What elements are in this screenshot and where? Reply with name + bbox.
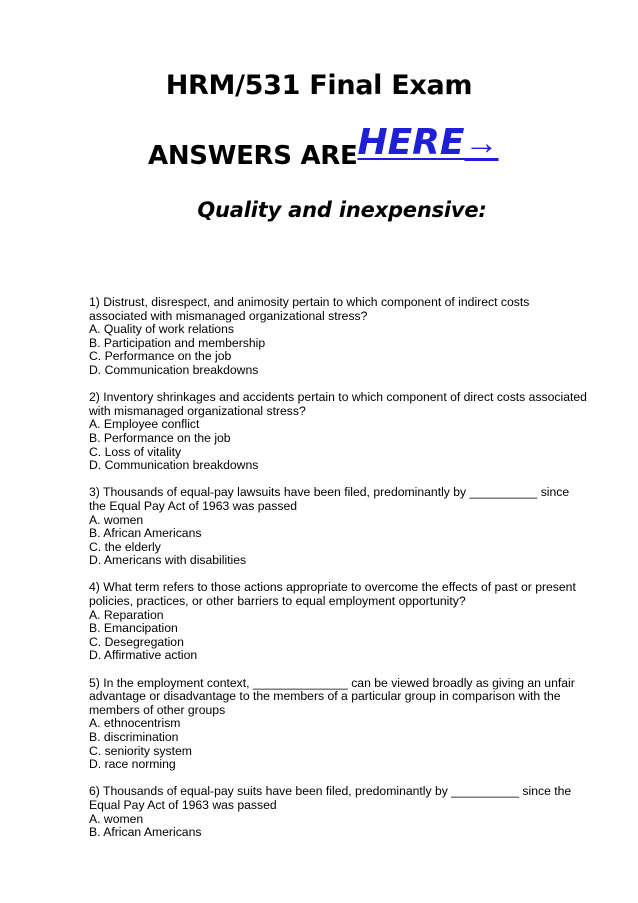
question-text: 6) Thousands of equal-pay suits have been filed, predominantly by __________ since the Equal Pay Act of 1963 was passed bbox=[89, 784, 572, 812]
question-4 bbox=[89, 581, 589, 663]
answer-option: A. women bbox=[89, 811, 144, 826]
answer-option: C. Performance on the job bbox=[89, 349, 232, 364]
answer-option: B. discrimination bbox=[89, 730, 179, 744]
answer-option: D. Affirmative action bbox=[89, 648, 198, 663]
subtitle: Quality and inexpensive: bbox=[197, 198, 487, 222]
question-3 bbox=[89, 486, 589, 568]
question-6 bbox=[89, 785, 589, 839]
question-text: 3) Thousands of equal-pay lawsuits have been filed, predominantly by __________ since the Equal Pay Act of 1963 was passed bbox=[89, 485, 570, 513]
answer-option: B. Emancipation bbox=[89, 621, 178, 636]
question-text: 5) In the employment context, ______________ can be viewed broadly as giving an unfair advantage or disadvantage to the members of a particular group in comparison with the members of other groups bbox=[89, 675, 575, 717]
answer-option: B. Performance on the job bbox=[89, 430, 231, 445]
answer-option: A. Reparation bbox=[89, 607, 164, 622]
question-5 bbox=[89, 677, 589, 772]
arrow-right-icon[interactable]: → bbox=[464, 124, 499, 162]
question-text: 4) What term refers to those actions appropriate to overcome the effects of past or present policies, practices, or other barriers to equal employment opportunity? bbox=[89, 580, 576, 609]
answer-option: B. Participation and membership bbox=[89, 335, 266, 350]
question-text: 2) Inventory shrinkages and accidents pertain to which component of direct costs associated with mismanaged organizational stress? bbox=[89, 390, 587, 418]
answer-option: D. Americans with disabilities bbox=[89, 553, 247, 568]
question-1 bbox=[89, 296, 589, 378]
question-list bbox=[89, 296, 589, 853]
answers-line bbox=[148, 122, 499, 182]
answer-option: A. ethnocentrism bbox=[89, 716, 181, 731]
page-title: HRM/531 Final Exam bbox=[165, 70, 473, 101]
answer-option: D. race norming bbox=[89, 757, 176, 772]
answer-option: B. African Americans bbox=[89, 526, 202, 541]
answer-option: A. women bbox=[89, 512, 144, 527]
answer-option: A. Quality of work relations bbox=[89, 322, 234, 337]
answer-option: C. Loss of vitality bbox=[89, 444, 182, 459]
question-text: 1) Distrust, disrespect, and animosity pertain to which component of indirect costs associated with mismanaged organizational stress? bbox=[89, 295, 530, 323]
answer-option: D. Communication breakdowns bbox=[89, 458, 259, 473]
answers-here-link[interactable]: HERE bbox=[357, 122, 465, 163]
answer-option: C. the elderly bbox=[89, 539, 161, 554]
answers-prefix: ANSWERS ARE bbox=[148, 141, 358, 171]
answer-option: C. Desegregation bbox=[89, 634, 184, 649]
answer-option: D. Communication breakdowns bbox=[89, 362, 259, 377]
answer-option: C. seniority system bbox=[89, 743, 192, 758]
question-2 bbox=[89, 391, 589, 473]
answer-option: B. African Americans bbox=[89, 825, 202, 840]
answer-option: A. Employee conflict bbox=[89, 417, 200, 432]
